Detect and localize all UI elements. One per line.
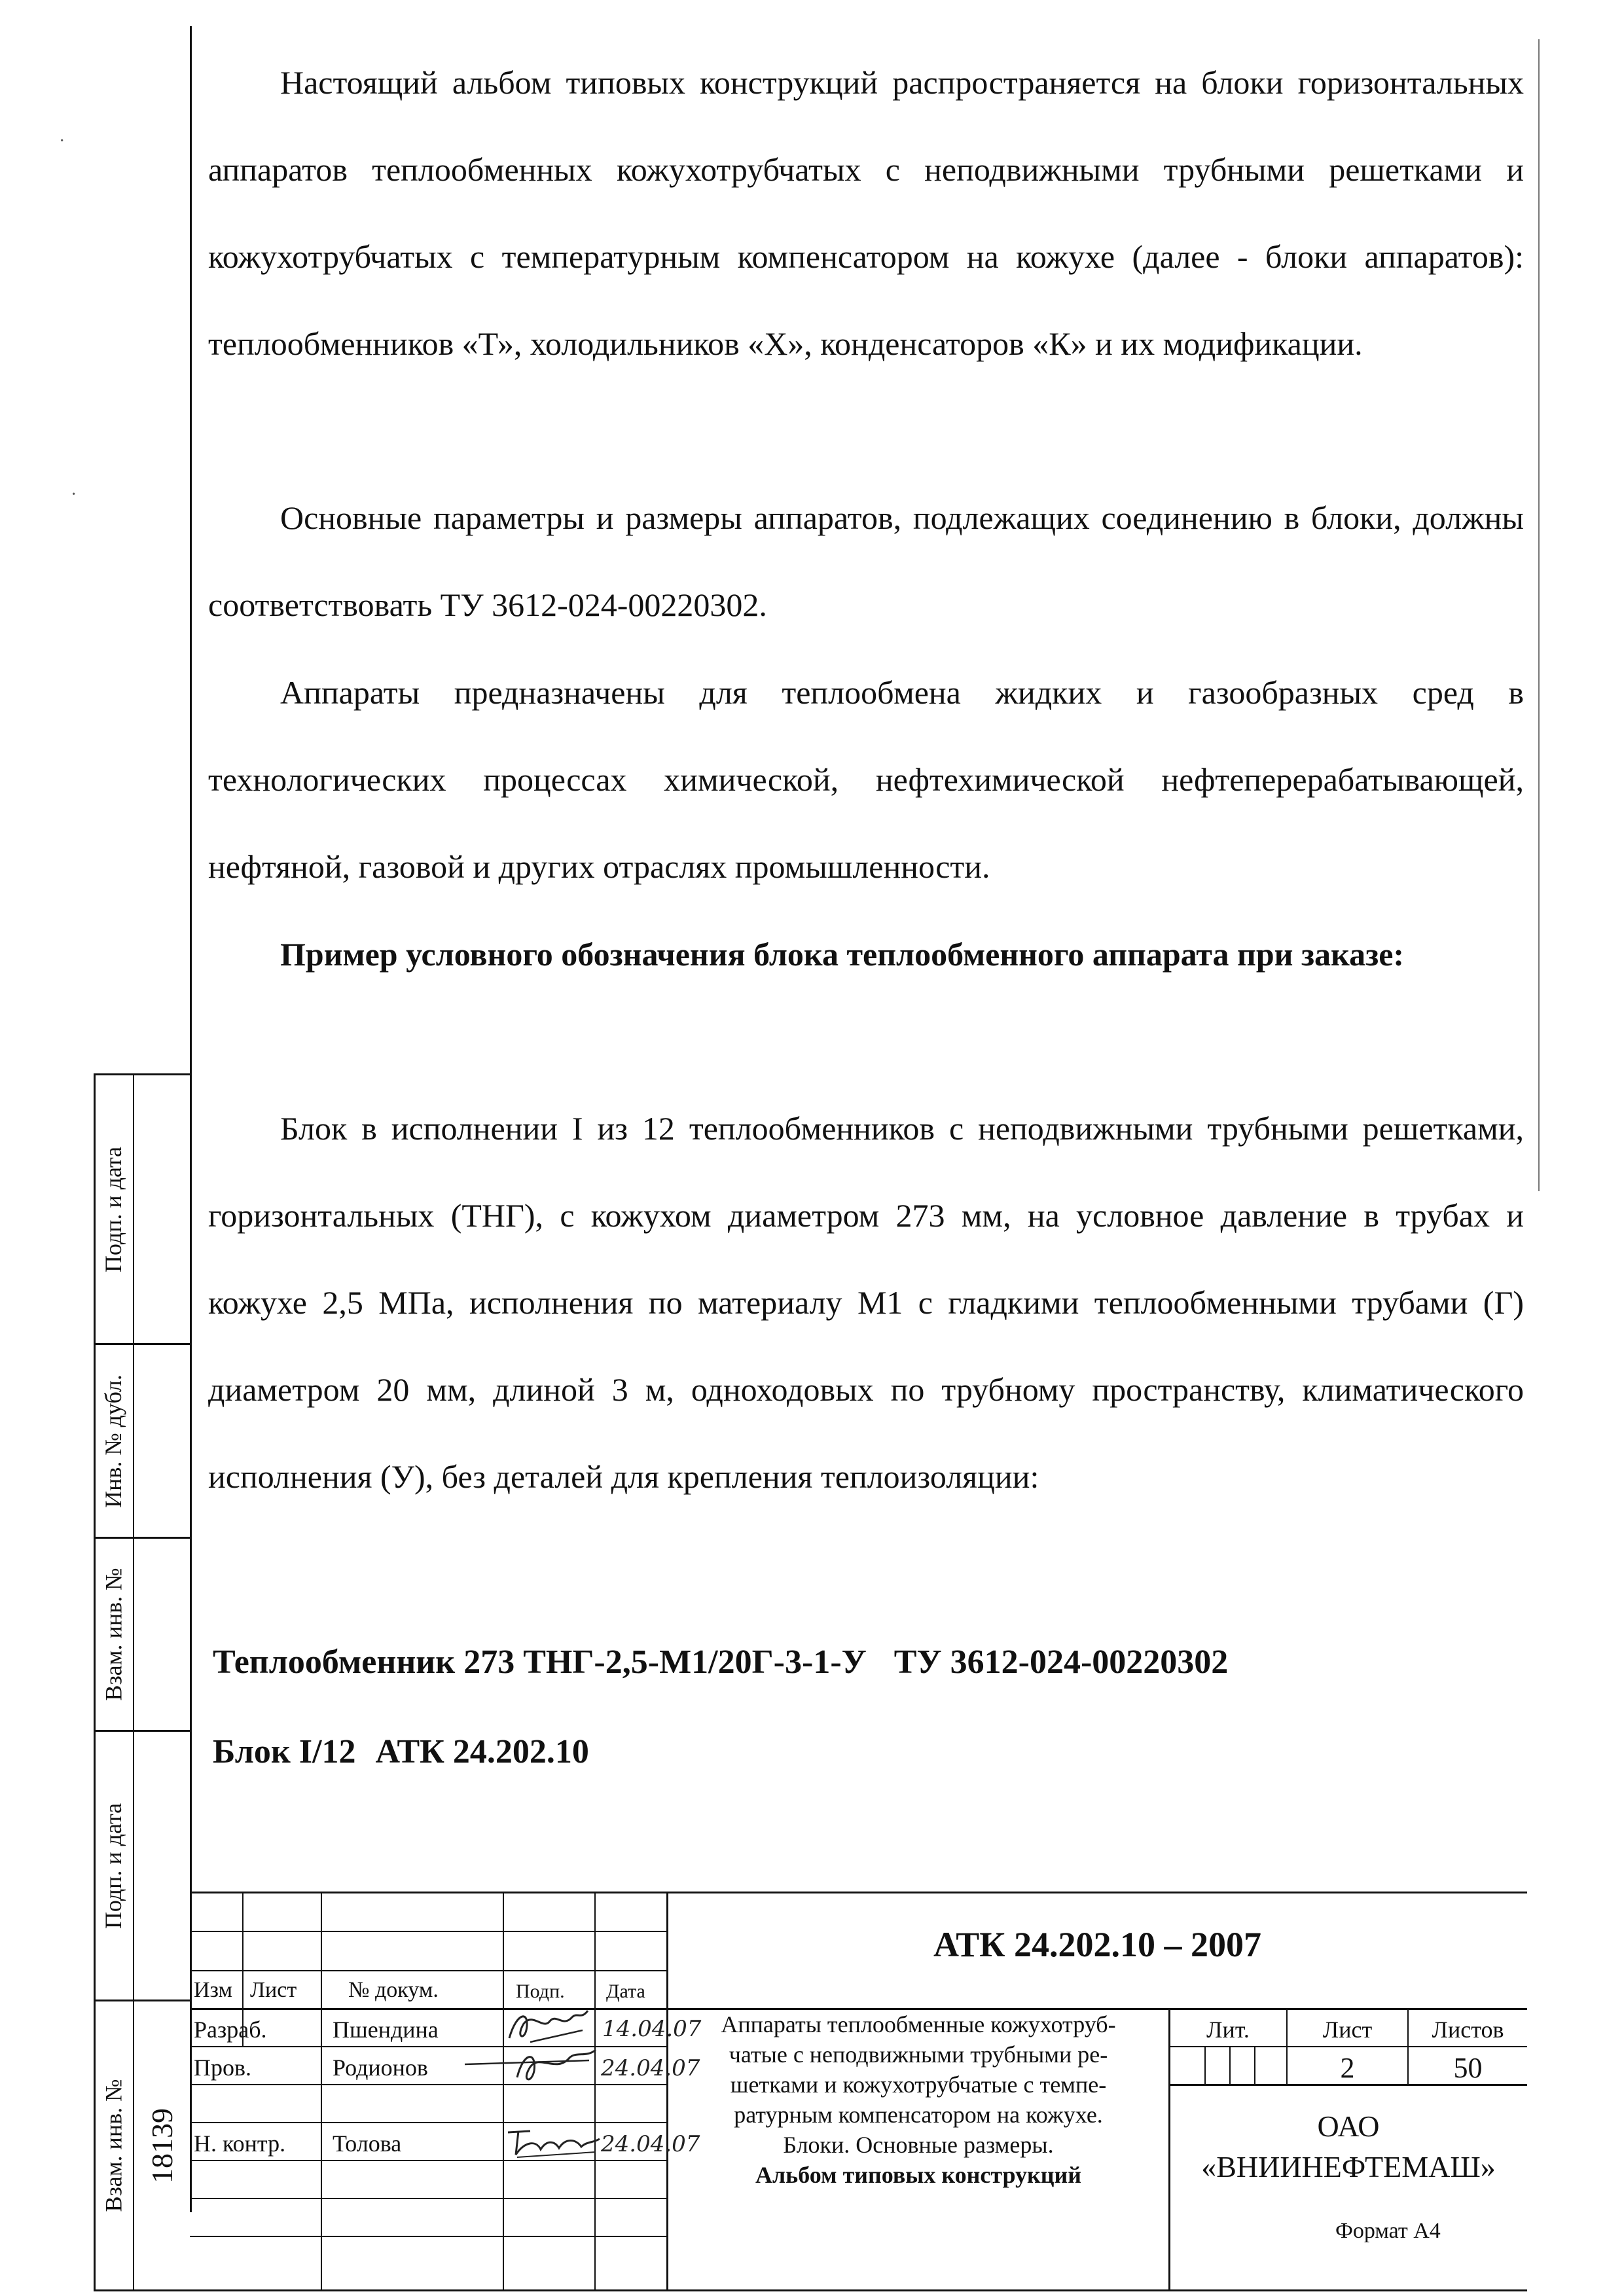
sidebar-dup-inv: Инв. № дубл. (100, 1374, 126, 1508)
tb-row8 (190, 2198, 668, 2199)
tb-row2 (190, 1970, 668, 1971)
tb-row1 (190, 1931, 668, 1932)
signature-developer (504, 2004, 596, 2050)
tb-v-podp (594, 1892, 596, 2291)
organization-name: «ВНИИНЕФТЕМАШ» (1201, 2150, 1496, 2183)
paper-format: Формат А4 (1335, 2219, 1441, 2243)
date-developer: 14.04.07 (602, 2016, 702, 2042)
tb-v-lit1 (1204, 2046, 1206, 2085)
date-norm-control: 24.04.07 (601, 2131, 700, 2157)
sidebar-sign-date-bottom: Подп. и дата (100, 1803, 127, 1929)
sidebar-bottom (94, 2289, 1527, 2291)
designation-block-code: Блок I/12 (213, 1733, 356, 1770)
name-norm-control: Толова (333, 2130, 402, 2157)
designation-block-doc: АТК 24.202.10 (375, 1733, 589, 1770)
designation-heat-exchanger-tu: ТУ 3612-024-00220302 (893, 1643, 1229, 1681)
header-change: Изм (194, 1978, 233, 2002)
organization-type: ОАО (1317, 2109, 1380, 2143)
document-description (669, 2009, 1168, 2190)
sheet-number: 2 (1340, 2052, 1355, 2084)
description-line: чатые с неподвижными трубными ре- (729, 2041, 1108, 2068)
role-checker: Пров. (194, 2054, 251, 2081)
header-letter: Лит. (1206, 2017, 1250, 2043)
organization (1170, 2106, 1527, 2187)
signature-checker (458, 2045, 602, 2090)
tb-row9 (190, 2236, 668, 2237)
description-line: Блоки. Основные размеры. (783, 2132, 1054, 2158)
paragraph-parameters: Основные параметры и размеры аппаратов, подлежащих соединению в блоки, должны соответствовать ТУ 3612-024-00220302. (208, 499, 1524, 623)
stray-mark: · (59, 131, 65, 151)
sidebar-orig-inv: Взам. инв. № (100, 2079, 126, 2212)
date-checker: 24.04.07 (601, 2055, 700, 2081)
signature-norm-control (504, 2119, 602, 2165)
sidebar-replace-inv: Взам. инв. № (100, 1568, 126, 1701)
description-line: шетками и кожухотрубчатые с темпе- (730, 2072, 1107, 2098)
tb-v-lit3 (1254, 2046, 1255, 2085)
description-line: Аппараты теплообменные кожухотруб- (721, 2011, 1116, 2037)
role-norm-control: Н. контр. (194, 2130, 286, 2157)
header-sheet-number: Лист (1322, 2017, 1373, 2043)
example-heading: Пример условного обозначения блока теплообменного аппарата при заказе: (280, 936, 1405, 973)
name-developer: Пшендина (333, 2017, 439, 2043)
frame-left-border (190, 26, 192, 2212)
sidebar-inv-number: 18139 (145, 2108, 179, 2183)
designation-block (213, 1732, 589, 1771)
document-code: АТК 24.202.10 – 2007 (933, 1925, 1261, 1964)
header-signature: Подп. (516, 1981, 565, 2002)
sidebar-sign-date-top: Подп. и дата (100, 1146, 127, 1272)
tb-top (190, 1892, 1527, 1893)
sheet-count: 50 (1453, 2052, 1483, 2084)
tb-v-dok (503, 1892, 504, 2291)
stray-mark: · (71, 484, 77, 505)
designation-heat-exchanger (213, 1643, 1228, 1681)
tb-v-lit2 (1229, 2046, 1231, 2085)
paragraph-scope: Настоящий альбом типовых конструкций распространяется на блоки горизонтальных аппаратов теплообменных кожухотрубчатых с неподвижными трубными решетками и кожухотрубчатых с температурным компенсатором на кожухе (далее - блоки аппаратов): теплообменников «Т», холодильников «Х», конденсаторов «К» и их модификации. (208, 64, 1524, 362)
header-sheet-count: Листов (1432, 2017, 1504, 2043)
paragraph-example: Блок в исполнении I из 12 теплообменников с неподвижными трубными решетками, горизонтальных (ТНГ), с кожухом диаметром 273 мм, на условное давление в трубах и кожухе 2,5 МПа, исполнения по материалу М1 с гладкими теплообменными трубами (Г) диаметром 20 мм, длиной 3 м, одноходовых по трубному пространству, климатического исполнения (У), без деталей для крепления теплоизоляции: (208, 1110, 1524, 1495)
frame-right-border (1538, 39, 1540, 1191)
role-developer: Разраб. (194, 2017, 267, 2043)
header-date: Дата (606, 1981, 645, 2002)
album-title: Альбом типовых конструкций (755, 2162, 1082, 2188)
header-sheet: Лист (250, 1978, 297, 2002)
tb-v-list (321, 1892, 322, 2291)
designation-heat-exchanger-code: Теплообменник 273 ТНГ-2,5-М1/20Г-3-1-У (213, 1643, 867, 1681)
paragraph-purpose: Аппараты предназначены для теплообмена жидких и газообразных сред в технологических процессах химической, нефтехимической нефтеперерабатывающей, нефтяной, газовой и других отраслях промышленности. (208, 674, 1524, 885)
tb-right-row1 (1168, 2046, 1527, 2047)
name-checker: Родионов (333, 2054, 428, 2081)
description-line: ратурным компенсатором на кожухе. (734, 2102, 1103, 2128)
header-document: № докум. (348, 1978, 439, 2002)
